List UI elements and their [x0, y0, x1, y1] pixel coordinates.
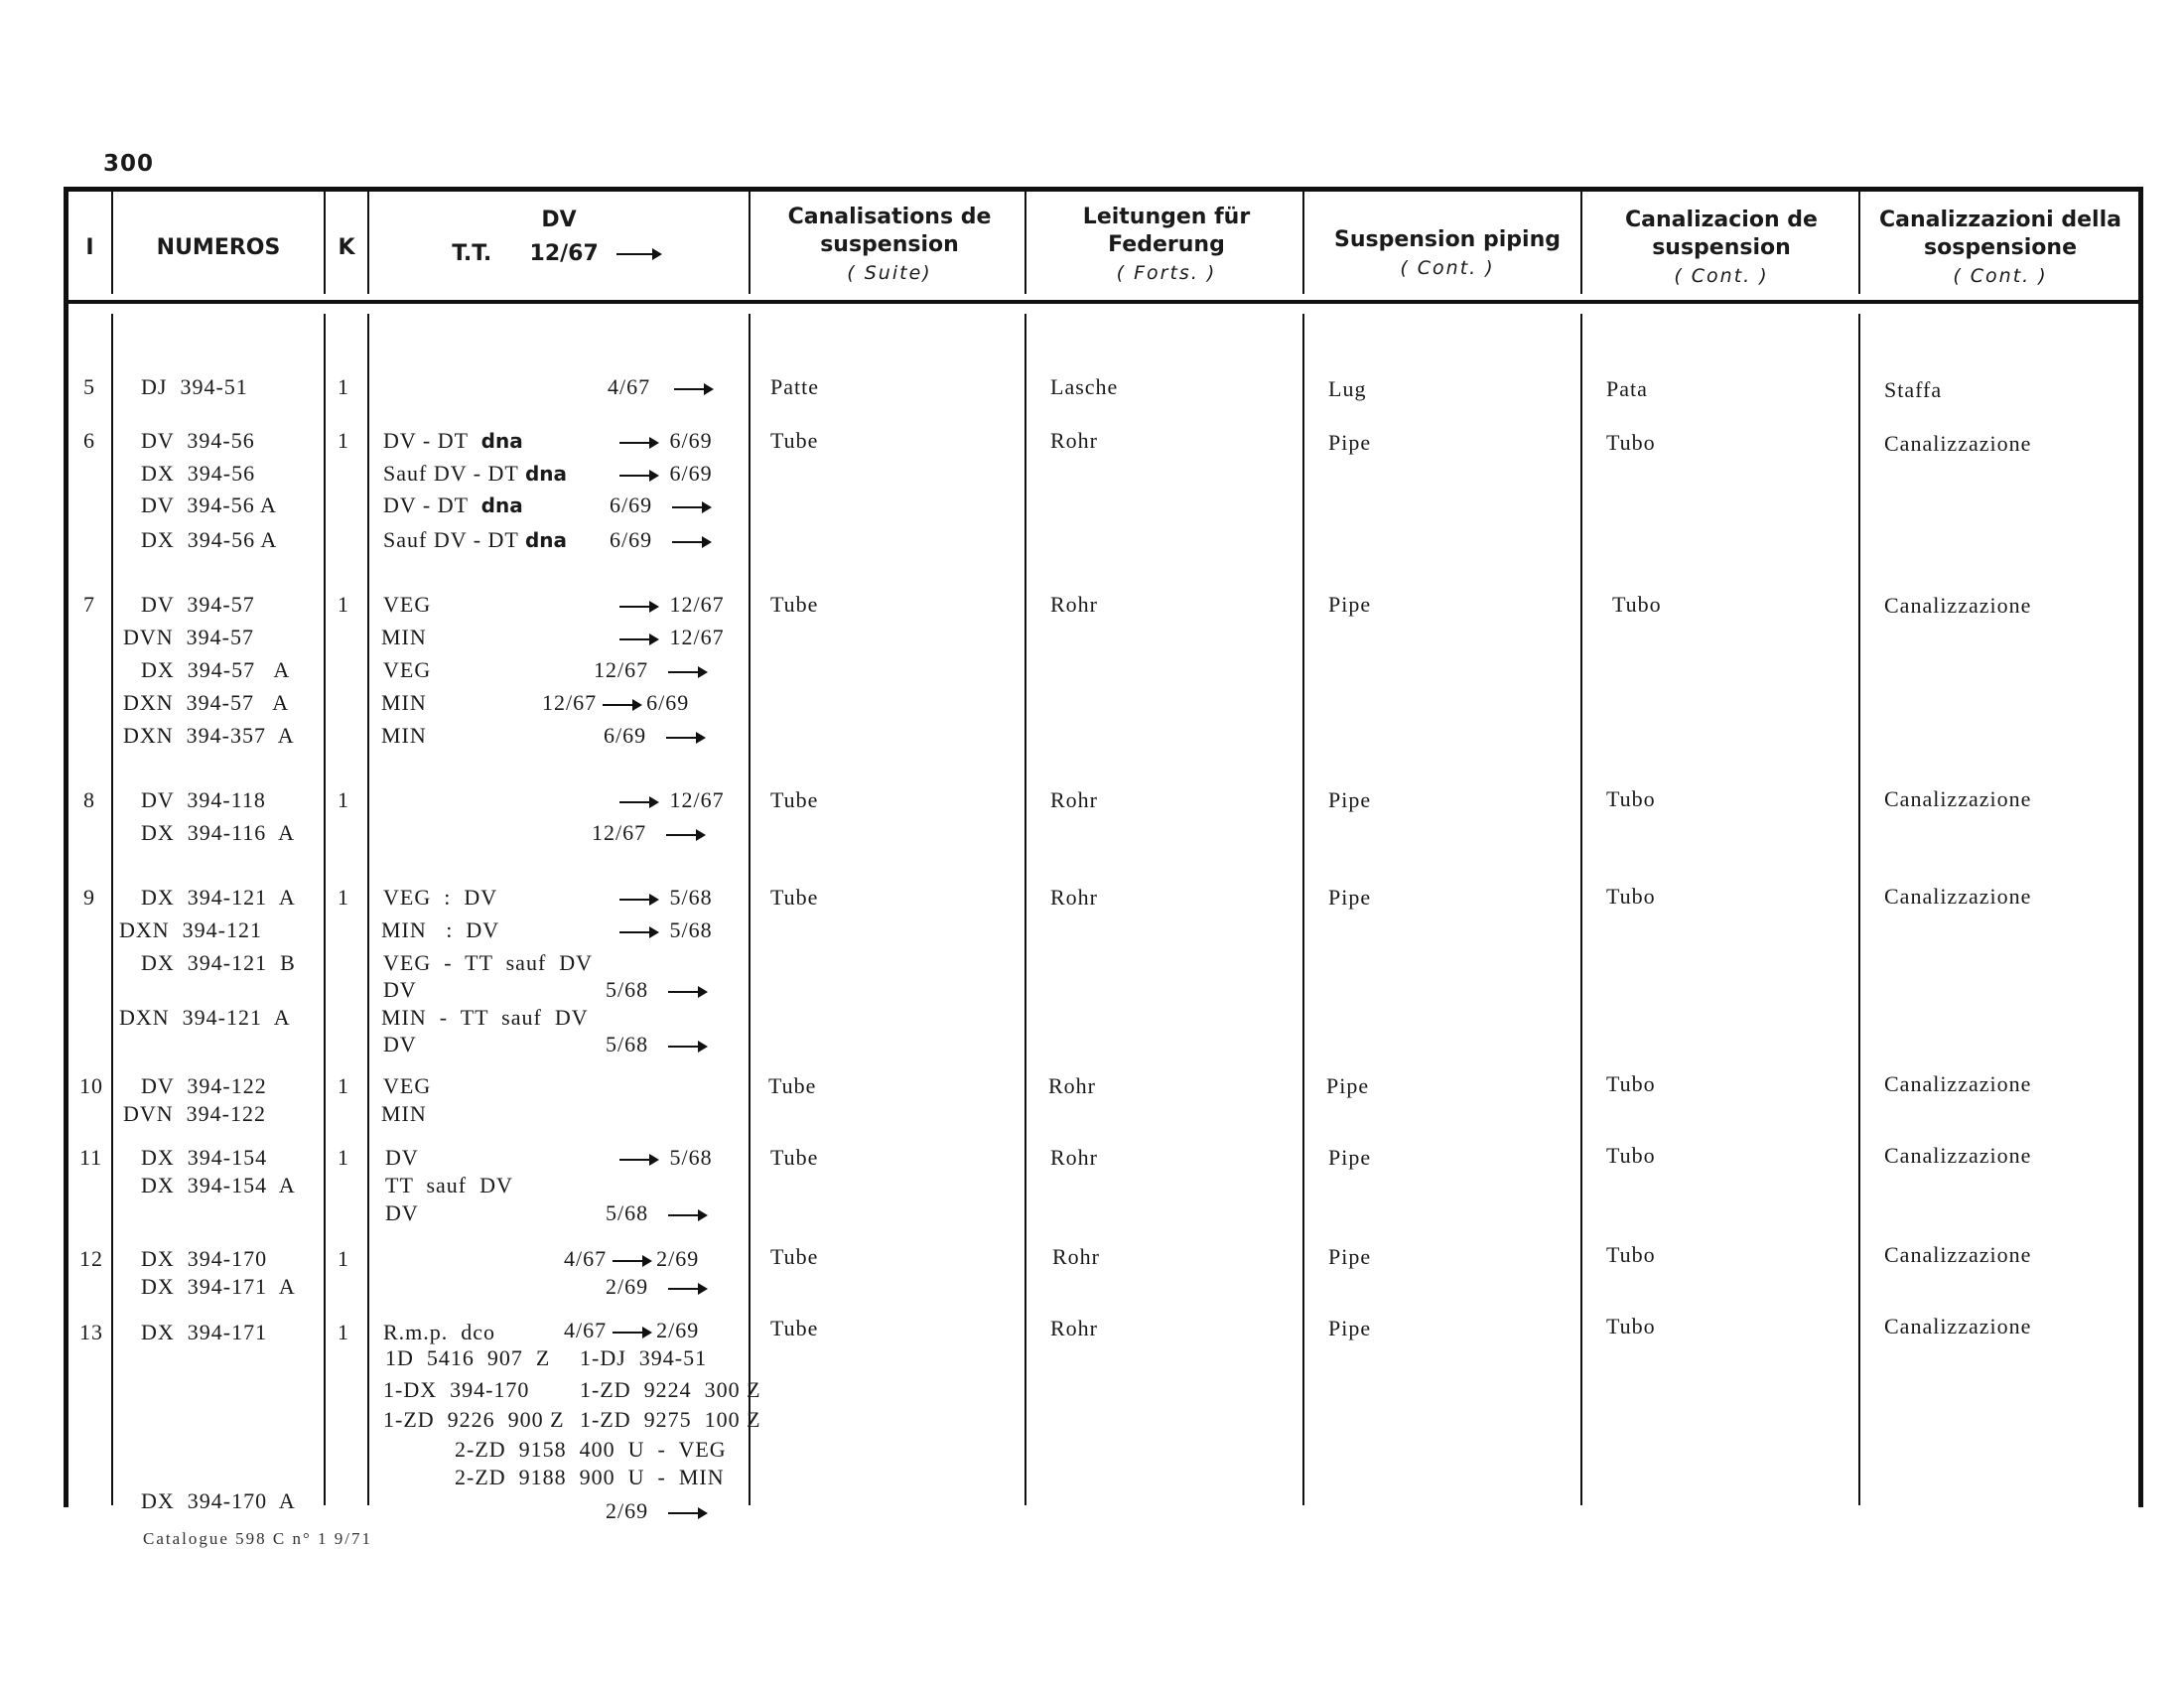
row-5-en: Lug — [1328, 376, 1367, 401]
row-7-dv-4: MIN — [381, 690, 427, 715]
body-sep-4 — [749, 314, 751, 1505]
row-13-dv-3b: 1-ZD 9224 300 Z — [580, 1377, 761, 1402]
row-8-en: Pipe — [1328, 787, 1372, 812]
row-5-k: 1 — [338, 374, 349, 399]
row-6-dv-2-date: 6/69 — [614, 462, 713, 486]
header-es — [1612, 207, 1831, 290]
header-numeros: NUMEROS — [156, 235, 281, 260]
row-7-it: Canalizzazione — [1884, 593, 2032, 618]
right-arrow-icon — [672, 541, 710, 543]
right-arrow-icon — [619, 931, 657, 933]
table-right-border — [2138, 187, 2143, 1507]
row-7-dv-5-date: 6/69 — [604, 724, 710, 748]
header-k: K — [338, 235, 355, 260]
row-6-index: 6 — [83, 428, 95, 453]
row-6-en: Pipe — [1328, 430, 1372, 455]
right-arrow-icon — [672, 506, 710, 508]
row-7-es: Tubo — [1612, 592, 1662, 617]
page-number: 300 — [103, 151, 155, 177]
row-7-numero-2: DVN 394-57 — [123, 625, 254, 649]
row-8-index: 8 — [83, 787, 95, 812]
row-6-dv-3: DV - DT dna — [383, 492, 523, 517]
row-10-en: Pipe — [1326, 1073, 1370, 1098]
row-10-k: 1 — [338, 1073, 349, 1098]
row-9-dv-2-date: 5/68 — [614, 918, 713, 942]
row-7-dv-2: MIN — [381, 625, 427, 649]
row-12-k: 1 — [338, 1246, 349, 1271]
row-5-index: 5 — [83, 374, 95, 399]
row-13-index: 13 — [79, 1320, 103, 1344]
row-13-dv-5: 2-ZD 9158 400 U - VEG — [455, 1437, 727, 1462]
right-arrow-icon — [619, 638, 657, 640]
row-9-numero-4: DXN 394-121 A — [119, 1005, 291, 1030]
row-7-dv-4-date: 12/67 6/69 — [542, 690, 690, 715]
table-top-rule — [66, 187, 2142, 192]
row-11-numero-2: DX 394-154 A — [141, 1173, 296, 1197]
row-12-numero-2: DX 394-171 A — [141, 1274, 296, 1299]
row-13-dv-6: 2-ZD 9188 900 U - MIN — [455, 1465, 725, 1489]
row-11-es: Tubo — [1606, 1143, 1656, 1168]
row-7-dv-5: MIN — [381, 723, 427, 748]
row-9-it: Canalizzazione — [1884, 884, 2032, 909]
row-13-numero-2: DX 394-170 A — [141, 1488, 296, 1513]
right-arrow-icon — [668, 1512, 706, 1514]
col-sep-6 — [1302, 192, 1304, 294]
row-6-numero-1: DV 394-56 — [141, 428, 255, 453]
row-9-de: Rohr — [1050, 885, 1098, 910]
row-10-index: 10 — [79, 1073, 103, 1098]
row-13-es: Tubo — [1606, 1314, 1656, 1338]
right-arrow-icon — [616, 253, 660, 255]
row-9-numero-1: DX 394-121 A — [141, 885, 296, 910]
row-10-it: Canalizzazione — [1884, 1071, 2032, 1096]
row-7-numero-1: DV 394-57 — [141, 592, 255, 617]
row-13-k: 1 — [338, 1320, 349, 1344]
row-12-dv-2-date: 2/69 — [606, 1275, 712, 1299]
header-bottom-rule — [66, 300, 2142, 304]
row-11-it: Canalizzazione — [1884, 1143, 2032, 1168]
row-6-k: 1 — [338, 428, 349, 453]
header-dv — [369, 207, 749, 268]
row-9-dv-6-date: 5/68 — [606, 1033, 712, 1056]
row-13-de: Rohr — [1050, 1316, 1098, 1340]
header-it-title: Canalizzazioni della sospensione — [1879, 208, 2121, 260]
row-6-numero-4: DX 394-56 A — [141, 527, 278, 552]
row-6-numero-3: DV 394-56 A — [141, 492, 277, 517]
header-en — [1324, 226, 1570, 282]
row-7-en: Pipe — [1328, 592, 1372, 617]
row-7-de: Rohr — [1050, 592, 1098, 617]
right-arrow-icon — [619, 606, 657, 608]
header-dv-line1: DV — [541, 208, 577, 232]
row-13-numero-1: DX 394-171 — [141, 1320, 268, 1344]
row-5-de: Lasche — [1050, 374, 1119, 399]
row-9-numero-2: DXN 394-121 — [119, 917, 262, 942]
row-10-de: Rohr — [1048, 1073, 1096, 1098]
body-sep-7 — [1580, 314, 1582, 1505]
row-7-numero-5: DXN 394-357 A — [123, 723, 295, 748]
row-12-it: Canalizzazione — [1884, 1242, 2032, 1267]
row-8-dv-1-date: 12/67 — [614, 788, 725, 812]
row-5-fr: Patte — [770, 374, 819, 399]
row-9-dv-1: VEG : DV — [383, 885, 498, 910]
row-7-dv-1: VEG — [383, 592, 432, 617]
right-arrow-icon — [619, 899, 657, 901]
row-7-k: 1 — [338, 592, 349, 617]
row-7-dv-1-date: 12/67 — [614, 593, 725, 617]
row-6-dv-4-date: 6/69 — [610, 528, 716, 552]
row-6-dv-4: Sauf DV - DT dna — [383, 527, 568, 552]
row-7-numero-3: DX 394-57 A — [141, 657, 291, 682]
row-8-numero-2: DX 394-116 A — [141, 820, 295, 845]
row-6-dv-1-date: 6/69 — [614, 429, 713, 453]
row-6-dv-3-date: 6/69 — [610, 493, 716, 517]
row-13-dv-6-date: 2/69 — [606, 1499, 712, 1523]
row-9-dv-1-date: 5/68 — [614, 886, 713, 910]
row-12-en: Pipe — [1328, 1244, 1372, 1269]
body-sep-2 — [324, 314, 326, 1505]
row-9-en: Pipe — [1328, 885, 1372, 910]
header-es-title: Canalizacion de suspension — [1625, 208, 1818, 260]
row-9-dv-3: VEG - TT sauf DV — [383, 950, 594, 975]
right-arrow-icon — [603, 704, 640, 706]
row-8-es: Tubo — [1606, 786, 1656, 811]
row-9-numero-3: DX 394-121 B — [141, 950, 296, 975]
header-en-sub: ( Cont. ) — [1400, 257, 1495, 279]
row-9-index: 9 — [83, 885, 95, 910]
row-10-numero-1: DV 394-122 — [141, 1073, 267, 1098]
header-it — [1866, 207, 2134, 290]
row-11-index: 11 — [79, 1145, 103, 1170]
body-sep-3 — [367, 314, 369, 1505]
row-7-dv-3-date: 12/67 — [594, 658, 712, 682]
right-arrow-icon — [619, 475, 657, 477]
header-en-title: Suspension piping — [1334, 227, 1561, 252]
row-12-es: Tubo — [1606, 1242, 1656, 1267]
right-arrow-icon — [668, 1214, 706, 1216]
row-13-it: Canalizzazione — [1884, 1314, 2032, 1338]
row-11-k: 1 — [338, 1145, 349, 1170]
header-de — [1062, 204, 1271, 287]
row-9-dv-6: DV — [383, 1032, 417, 1056]
row-9-dv-4-date: 5/68 — [606, 978, 712, 1002]
col-sep-4 — [749, 192, 751, 294]
row-9-dv-4: DV — [383, 977, 417, 1002]
row-11-numero-1: DX 394-154 — [141, 1145, 268, 1170]
body-sep-1 — [111, 314, 113, 1505]
body-sep-6 — [1302, 314, 1304, 1505]
col-sep-5 — [1024, 192, 1026, 294]
row-11-dv-1-date: 5/68 — [614, 1146, 713, 1170]
row-12-de: Rohr — [1052, 1244, 1100, 1269]
header-fr-title: Canalisations de suspension — [787, 205, 992, 257]
row-7-fr: Tube — [770, 592, 819, 617]
header-de-sub: ( Forts. ) — [1116, 262, 1217, 284]
row-6-de: Rohr — [1050, 428, 1098, 453]
row-8-fr: Tube — [770, 787, 819, 812]
row-13-dv-4b: 1-ZD 9275 100 Z — [580, 1407, 761, 1432]
header-de-title: Leitungen für Federung — [1082, 205, 1251, 257]
row-9-k: 1 — [338, 885, 349, 910]
row-7-dv-2-date: 12/67 — [614, 626, 725, 649]
row-11-dv-3: DV — [385, 1200, 419, 1225]
right-arrow-icon — [668, 991, 706, 993]
row-8-de: Rohr — [1050, 787, 1098, 812]
row-13-fr: Tube — [770, 1316, 819, 1340]
row-11-fr: Tube — [770, 1145, 819, 1170]
right-arrow-icon — [619, 442, 657, 444]
row-9-fr: Tube — [770, 885, 819, 910]
row-13-en: Pipe — [1328, 1316, 1372, 1340]
row-13-dv-1: R.m.p. dco — [383, 1320, 496, 1344]
row-13-dv-1-date: 4/67 2/69 — [564, 1318, 700, 1342]
row-5-it: Staffa — [1884, 377, 1943, 402]
row-10-es: Tubo — [1606, 1071, 1656, 1096]
right-arrow-icon — [668, 671, 706, 673]
row-6-numero-2: DX 394-56 — [141, 461, 256, 486]
right-arrow-icon — [674, 388, 712, 390]
row-11-dv-2: TT sauf DV — [385, 1173, 513, 1197]
right-arrow-icon — [613, 1332, 650, 1334]
catalogue-footer: Catalogue 598 C n° 1 9/71 — [143, 1529, 373, 1548]
row-6-fr: Tube — [770, 428, 819, 453]
row-7-index: 7 — [83, 592, 95, 617]
row-6-dv-1: DV - DT dna — [383, 428, 523, 453]
col-sep-8 — [1858, 192, 1860, 294]
table-left-border — [64, 187, 68, 1507]
row-8-it: Canalizzazione — [1884, 786, 2032, 811]
col-sep-7 — [1580, 192, 1582, 294]
row-10-numero-2: DVN 394-122 — [123, 1101, 266, 1126]
header-dv-line2: T.T. 12/67 — [369, 240, 749, 268]
row-9-dv-5: MIN - TT sauf DV — [381, 1005, 589, 1030]
header-i: I — [85, 235, 94, 260]
right-arrow-icon — [619, 801, 657, 803]
header-es-sub: ( Cont. ) — [1674, 265, 1769, 287]
header-fr — [774, 204, 1005, 287]
row-13-dv-3: 1-DX 394-170 — [383, 1377, 530, 1402]
row-6-es: Tubo — [1606, 430, 1656, 455]
row-11-dv-1: DV — [385, 1145, 419, 1170]
right-arrow-icon — [619, 1159, 657, 1161]
row-10-fr: Tube — [768, 1073, 817, 1098]
row-5-numero: DJ 394-51 — [141, 374, 248, 399]
row-7-dv-3: VEG — [383, 657, 432, 682]
row-10-dv-2: MIN — [381, 1101, 427, 1126]
row-11-en: Pipe — [1328, 1145, 1372, 1170]
right-arrow-icon — [613, 1260, 650, 1262]
body-sep-8 — [1858, 314, 1860, 1505]
row-12-numero-1: DX 394-170 — [141, 1246, 268, 1271]
row-5-es: Pata — [1606, 376, 1648, 401]
row-5-dv: 4/67 — [608, 375, 718, 399]
row-12-fr: Tube — [770, 1244, 819, 1269]
row-6-dv-2: Sauf DV - DT dna — [383, 461, 568, 486]
row-8-k: 1 — [338, 787, 349, 812]
row-9-es: Tubo — [1606, 884, 1656, 909]
row-8-numero-1: DV 394-118 — [141, 787, 266, 812]
right-arrow-icon — [666, 834, 704, 836]
row-11-dv-3-date: 5/68 — [606, 1201, 712, 1225]
right-arrow-icon — [668, 1288, 706, 1290]
row-11-de: Rohr — [1050, 1145, 1098, 1170]
body-sep-5 — [1024, 314, 1026, 1505]
header-fr-sub: ( Suite) — [847, 262, 932, 284]
row-6-it: Canalizzazione — [1884, 431, 2032, 456]
row-13-dv-2: 1D 5416 907 Z — [385, 1345, 551, 1370]
right-arrow-icon — [668, 1046, 706, 1048]
row-9-dv-2: MIN : DV — [381, 917, 500, 942]
row-13-dv-4: 1-ZD 9226 900 Z — [383, 1407, 565, 1432]
row-13-dv-2b: 1-DJ 394-51 — [580, 1345, 708, 1370]
row-10-dv-1: VEG — [383, 1073, 432, 1098]
row-8-dv-2-date: 12/67 — [592, 821, 710, 845]
right-arrow-icon — [666, 737, 704, 739]
header-it-sub: ( Cont. ) — [1953, 265, 2048, 287]
row-7-numero-4: DXN 394-57 A — [123, 690, 290, 715]
row-12-dv-1-date: 4/67 2/69 — [564, 1246, 700, 1271]
row-12-index: 12 — [79, 1246, 103, 1271]
